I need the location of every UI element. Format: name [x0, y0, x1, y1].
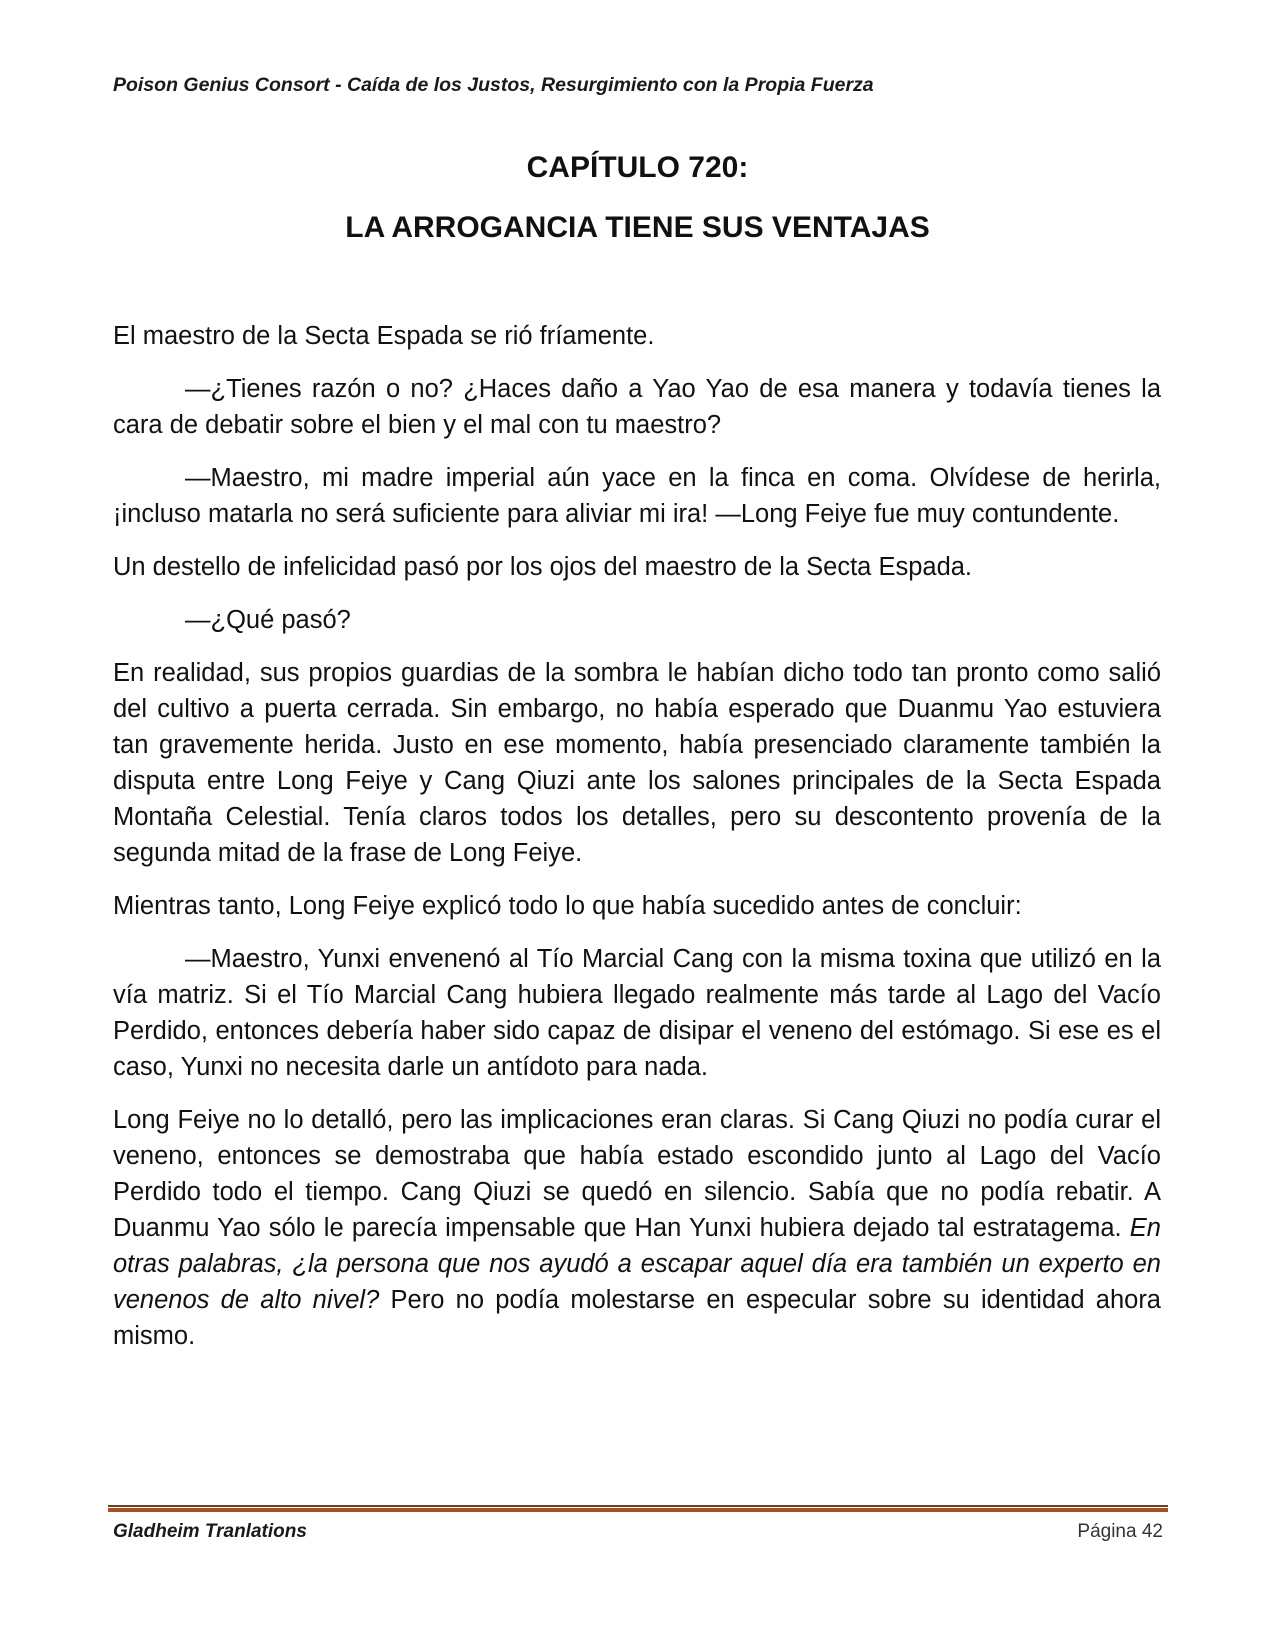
- chapter-title: LA ARROGANCIA TIENE SUS VENTAJAS: [345, 211, 930, 244]
- paragraph: —¿Tienes razón o no? ¿Haces daño a Yao Yao de esa manera y todavía tienes la cara de debatir sobre el bien y el mal con tu maestro?: [113, 375, 1161, 439]
- paragraph: —¿Qué pasó?: [185, 606, 351, 634]
- italic-thought: En otras palabras, ¿la persona que nos ayudó a escapar aquel día era también un experto en venenos de alto nivel?: [113, 1214, 1161, 1314]
- paragraph-text: Long Feiye no lo detalló, pero las implicaciones eran claras. Si Cang Qiuzi no podía curar el veneno, entonces se demostraba que había estado escondido junto al Lago del Vacío Perdido todo el tiempo. Cang Qiuzi se quedó en silencio. Sabía que no podía rebatir. A Duanmu Yao sólo le parecía impensable que Han Yunxi hubiera dejado tal estratagema.: [113, 1106, 1161, 1242]
- page-number: 42: [1141, 1521, 1163, 1542]
- paragraph: Un destello de infelicidad pasó por los ojos del maestro de la Secta Espada.: [113, 553, 973, 581]
- paragraph: —Maestro, Yunxi envenenó al Tío Marcial Cang con la misma toxina que utilizó en la vía matriz. Si el Tío Marcial Cang hubiera llegado realmente más tarde al Lago del Vacío Perdido, entonces debería haber sido capaz de disipar el veneno del estómago. Si ese es el caso, Yunxi no necesita darle un antídoto para nada.: [113, 945, 1161, 1081]
- paragraph: El maestro de la Secta Espada se rió fríamente.: [113, 322, 655, 350]
- paragraph-text: Pero no podía molestarse en especular sobre su identidad ahora mismo.: [113, 1286, 1161, 1350]
- paragraph: —Maestro, mi madre imperial aún yace en la finca en coma. Olvídese de herirla, ¡incluso matarla no será suficiente para aliviar mi ira! —Long Feiye fue muy contundente.: [113, 464, 1161, 528]
- paragraph-last: [113, 1102, 1161, 1354]
- paragraph: Mientras tanto, Long Feiye explicó todo lo que había sucedido antes de concluir:: [113, 892, 1022, 920]
- paragraph: En realidad, sus propios guardias de la sombra le habían dicho todo tan pronto como salió del cultivo a puerta cerrada. Sin embargo, no había esperado que Duanmu Yao estuviera tan gravemente herida. Justo en ese momento, había presenciado claramente también la disputa entre Long Feiye y Cang Qiuzi ante los salones principales de la Secta Espada Montaña Celestial. Tenía claros todos los detalles, pero su descontento provenía de la segunda mitad de la frase de Long Feiye.: [113, 659, 1161, 867]
- chapter-number: CAPÍTULO 720:: [526, 151, 749, 184]
- page-indicator: [1077, 1521, 1163, 1543]
- running-header: Poison Genius Consort - Caída de los Justos, Resurgimiento con la Propia Fuerza: [113, 74, 874, 96]
- footer-divider: [108, 1505, 1168, 1512]
- page-label: Página: [1077, 1521, 1137, 1542]
- publisher-name: Gladheim Tranlations: [113, 1521, 307, 1542]
- chapter-body: [113, 318, 1161, 1371]
